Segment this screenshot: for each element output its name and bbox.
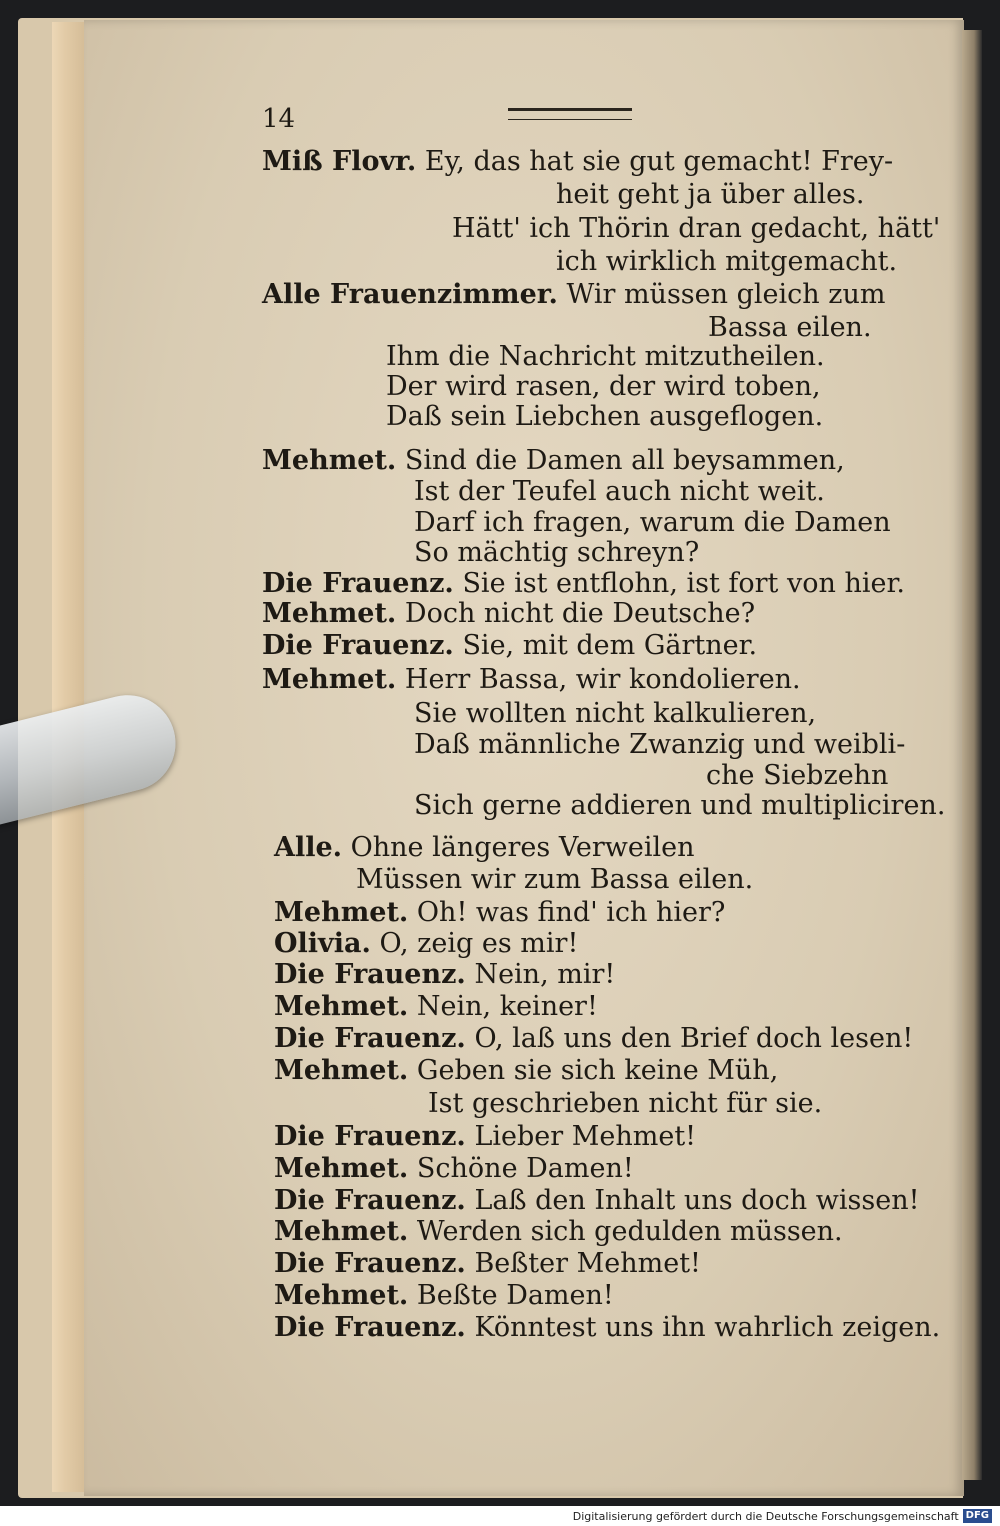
line-text: heit geht ja über alles. — [556, 179, 865, 210]
line-text: Daß sein Liebchen ausgeflogen. — [386, 401, 824, 432]
text-line — [708, 314, 872, 341]
line-text: Sich gerne addieren und multipliciren. — [414, 790, 946, 821]
speaker-label: Die Frauenz. — [274, 1185, 466, 1216]
line-text: Laß den Inhalt uns doch wissen! — [474, 1185, 920, 1216]
text-line — [274, 1314, 940, 1341]
speaker-label: Die Frauenz. — [274, 959, 466, 990]
line-text: Sie wollten nicht kalkulieren, — [414, 698, 817, 729]
text-line — [262, 666, 801, 693]
text-line — [386, 373, 821, 400]
line-text: Lieber Mehmet! — [474, 1121, 697, 1152]
line-text: Ist geschrieben nicht für sie. — [428, 1088, 823, 1119]
line-text: Der wird rasen, der wird toben, — [386, 371, 821, 402]
speaker-label: Die Frauenz. — [262, 630, 454, 661]
line-text: O, zeig es mir! — [379, 928, 579, 959]
text-line — [274, 961, 615, 988]
line-text: Könntest uns ihn wahrlich zeigen. — [474, 1312, 941, 1343]
speaker-label: Die Frauenz. — [274, 1248, 466, 1279]
line-text: Doch nicht die Deutsche? — [404, 598, 756, 629]
line-text: Sie ist entflohn, ist fort von hier. — [462, 568, 905, 599]
speaker-label: Mehmet. — [274, 1153, 409, 1184]
digitization-credit — [573, 1509, 992, 1523]
line-text: So mächtig schreyn? — [414, 537, 700, 568]
line-text: Daß männliche Zwanzig und weibli- — [414, 729, 906, 760]
text-line — [274, 1250, 701, 1277]
text-line — [414, 478, 825, 505]
line-text: Sind die Damen all beysammen, — [404, 445, 845, 476]
header-rule — [508, 108, 632, 120]
text-line — [262, 600, 755, 627]
text-line — [706, 762, 888, 789]
text-line — [274, 1155, 634, 1182]
text-line — [556, 248, 897, 275]
text-line — [386, 343, 825, 370]
page-number: 14 — [262, 104, 296, 134]
speaker-label: Die Frauenz. — [274, 1121, 466, 1152]
speaker-label: Alle Frauenzimmer. — [262, 279, 558, 310]
line-text: Wir müssen gleich zum — [566, 279, 886, 310]
speaker-label: Die Frauenz. — [274, 1312, 466, 1343]
line-text: Oh! was find' ich hier? — [416, 897, 726, 928]
text-line — [274, 1123, 696, 1150]
line-text: che Siebzehn — [706, 760, 889, 791]
text-line — [386, 403, 823, 430]
text-line — [274, 1057, 778, 1084]
speaker-label: Miß Flovr. — [262, 146, 417, 177]
text-line — [274, 930, 578, 957]
line-text: Schöne Damen! — [416, 1153, 634, 1184]
text-line — [414, 700, 816, 727]
speaker-label: Mehmet. — [274, 897, 409, 928]
text-line — [556, 181, 865, 208]
text-line — [274, 1025, 913, 1052]
text-line — [414, 539, 699, 566]
speaker-label: Alle. — [274, 832, 343, 863]
text-line — [262, 281, 885, 308]
line-text: Herr Bassa, wir kondolieren. — [404, 664, 801, 695]
line-text: Werden sich gedulden müssen. — [416, 1216, 843, 1247]
line-text: Beßter Mehmet! — [474, 1248, 701, 1279]
speaker-label: Die Frauenz. — [274, 1023, 466, 1054]
line-text: Ihm die Nachricht mitzutheilen. — [386, 341, 825, 372]
text-line — [262, 447, 845, 474]
line-text: Ohne längeres Verweilen — [350, 832, 695, 863]
speaker-label: Mehmet. — [274, 1216, 409, 1247]
line-text: Müssen wir zum Bassa eilen. — [356, 864, 754, 895]
text-line — [262, 148, 893, 175]
text-line — [428, 1090, 822, 1117]
speaker-label: Die Frauenz. — [262, 568, 454, 599]
line-text: Beßte Damen! — [416, 1280, 614, 1311]
text-line — [356, 866, 753, 893]
line-text: Ey, das hat sie gut gemacht! Frey- — [424, 146, 894, 177]
speaker-label: Mehmet. — [262, 445, 397, 476]
text-line — [274, 834, 694, 861]
text-line — [274, 1187, 919, 1214]
line-text: Geben sie sich keine Müh, — [416, 1055, 779, 1086]
text-line — [274, 1282, 614, 1309]
text-line — [274, 899, 725, 926]
dfg-logo: DFG — [963, 1509, 992, 1523]
text-line — [414, 509, 891, 536]
line-text: Bassa eilen. — [708, 312, 872, 343]
text-line — [274, 1218, 843, 1245]
speaker-label: Mehmet. — [262, 664, 397, 695]
credit-text: Digitalisierung gefördert durch die Deutsche Forschungsgemeinschaft — [572, 1509, 959, 1523]
text-line — [452, 215, 940, 242]
speaker-label: Mehmet. — [274, 1280, 409, 1311]
line-text: Hätt' ich Thörin dran gedacht, hätt' — [452, 213, 941, 244]
line-text: Nein, mir! — [474, 959, 616, 990]
text-line — [262, 632, 757, 659]
line-text: Darf ich fragen, warum die Damen — [414, 507, 891, 538]
text-line — [262, 570, 905, 597]
book-gutter — [962, 30, 982, 1480]
text-line — [414, 731, 905, 758]
line-text: Ist der Teufel auch nicht weit. — [414, 476, 825, 507]
line-text: ich wirklich mitgemacht. — [556, 246, 898, 277]
speaker-label: Mehmet. — [274, 991, 409, 1022]
speaker-label: Olivia. — [274, 928, 371, 959]
speaker-label: Mehmet. — [274, 1055, 409, 1086]
text-line — [274, 993, 598, 1020]
speaker-label: Mehmet. — [262, 598, 397, 629]
line-text: O, laß uns den Brief doch lesen! — [474, 1023, 914, 1054]
line-text: Nein, keiner! — [416, 991, 598, 1022]
line-text: Sie, mit dem Gärtner. — [462, 630, 758, 661]
text-line — [414, 792, 945, 819]
